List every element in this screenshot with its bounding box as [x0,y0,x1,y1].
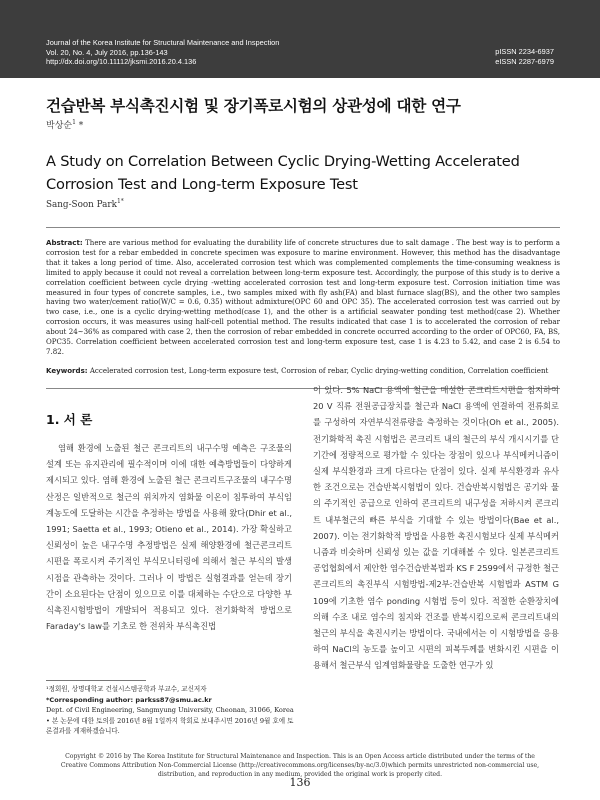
abstract-text: There are various method for evaluating the durability life of concrete structures due to salt damage . The best way is to perform a corrosion test for a rebar embedded in concrete specimen was exposure to marine environment. However, this method has the disadvantage that it takes a long period of time. Also, accelerated corrosion test which was complemented complements the time-consuming weakness is limited to apply because it could not reveal a correlation between long-term exposure test. Accordingly, the purpose of this study is to derive a correlation coefficient between cycle drying -wetting accelerated corrosion test and long-term exposure test. Corrosion initiation time was measured in four types of concrete samples, i.e., two samples mixed with fly ash(FA) and blast furnace slag(BS), and the other two samples having two water/cement ratio(W/C = 0.6, 0.35) without admixture(OPC 60 and OPC 35). The accelerated corrosion test was carried out by two case, i.e., one is a cyclic drying-wetting method(case 1), and the other is a artificial seawater ponding test method(case 2). Whether corrosion occurs, it was measures using half-cell potential method. The results indicated that case 1 is to accelerated the corrosion of rebar about 24~36% as compared with case 2, then the corrosion of rebar embedded in concrete occurred according to the order of OPC60, FA, BS, OPC35. Correlation coefficient between accelerated corrosion test and long-term exposure test, case 1 is 4.23 to 5.42, and case 2 is 6.54 to 7.82. [46,238,560,356]
journal-header-band [0,0,600,78]
korean-author [46,118,83,131]
keywords-text: Accelerated corrosion test, Long-term exposure test, Corrosion of rebar, Cyclic drying-wetting condition, Correlation coefficient [87,366,549,375]
korean-title: 건습반복 부식촉진시험 및 장기폭로시험의 상관성에 대한 연구 [46,97,461,115]
journal-doi[interactable]: http://dx.doi.org/10.11112/jksmi.2016.20.4.136 [46,57,197,67]
section-heading-introduction: 1. 서 론 [46,412,93,427]
english-title: A Study on Correlation Between Cyclic Drying-Wetting Accelerated Corrosion Test and Long-term Exposure Test [46,153,520,193]
issn-block [495,47,554,66]
pissn: pISSN 2234-6937 [495,47,554,56]
korean-author-corresponding-mark: * [75,121,84,131]
abstract-label: Abstract: [46,238,83,247]
page-number: 136 [289,776,311,789]
body-column-right: 이 있다. 5% NaCl 용액에 철근을 매설한 콘크리트시편을 침지하여 20 V 직류 전원공급장치를 철근과 NaCl 용액에 연결하여 전류회로를 구성하여 자연부식전류량을 측정하는 것이다(Oh et al., 2005). 전기화학적 촉진 시험법은 콘크리트 내의 철근의 부식 개시시기를 단기간에 정량적으로 평가할 수 있다는 장점이 있으나 부식메커니즘이 실제 부식환경과 크게 다르다는 단점이 있다. 실제 부식환경과 유사한 조건으로는 건습반복시험법이 있다. 건습반복시험법은 공기와 물의 주기적인 공급으로 인하여 콘크리트의 내구성을 저하시켜 콘크리트 내부철근의 빠른 부식을 기대할 수 있는 방법이다(Bae et al., 2007). 이는 전기화학적 방법을 사용한 촉진시험보다 실제 부식메커니즘과 비슷하며 신뢰성 있는 값을 기대해볼 수 있다. 일본콘크리트 공업협회에서 제안한 염수건습반복법과 KS F 2599에서 규정한 철근콘크리트의 촉진부식 시험방법-제2부:건습반복 시험법과 ASTM G 109에 기초한 염수 ponding 시험법 등이 있다. 적절한 순환장치에 의해 수조 내로 염수의 침지와 건조를 반복시킴으로써 콘크리트내의 철근의 부식을 촉진시키는 방법이다. 국내에서는 이 시험방법을 응용하여 NaCl의 농도를 높이고 시편의 피복두께를 변화시킨 시편을 이용해서 철근부식 임계염화물량을 도출한 연구가 있 [313,385,560,671]
keywords [46,366,560,376]
body-column-left: 염해 환경에 노출된 철근 콘크리트의 내구수명 예측은 구조물의 설계 또는 유지관리에 필수적이며 이에 대한 예측방법들이 다양하게 제시되고 있다. 염해 환경에 노출된 철근 콘크리트구조물의 내구수명 산정은 일반적으로 철근의 위치까지 염화물 이온이 침투하여 부식임계농도에 도달하는 시간을 추정하는 방법을 사용해 왔다(Dhir et al., 1991; Saetta et al., 1993; Otieno et al., 2014). 가장 확실하고 신뢰성이 높은 내구수명 추정방법은 실제 해양환경에 철근콘크리트 시편을 폭로시켜 주기적인 부식모니터링에 의해서 철근 부식의 발생시점을 관측하는 것이다. 그러나 이 방법은 실험결과를 얻는데 장기간이 소요된다는 단점이 있으므로 이를 대체하는 수단으로 다양한 부식촉진시험방법이 개발되어 적용되고 있다. 전기화학적 방법으로 Faraday's law를 기초로 한 전위차 부식촉진법 [46,443,292,632]
korean-author-affil: 1 [72,119,76,126]
footnote-rule [46,680,146,681]
footnote-discussion: • 본 논문에 대한 토의를 2016년 8월 1일까지 학회로 보내주시면 2016년 9월 호에 토론결과를 게재하겠습니다. [46,716,294,736]
footnotes [46,684,296,737]
english-author [46,198,124,210]
keywords-label: Keywords: [46,366,88,375]
eissn: eISSN 2287-6979 [495,56,554,66]
copyright-notice: Copyright © 2016 by The Korea Institute for Structural Maintenance and Inspection. This is an Open Access article distributed under the terms of the Creative Commons Attribution Non-Commercial License (http://creativecommons.org/licenses/by-nc/3.0)which permits unrestricted non-commercial use, distribution, and reproduction in any medium, provided the original work is properly cited. [60,753,540,779]
footnote-corresponding: *Corresponding author: parkss87@smu.ac.kr [46,695,212,704]
footnote-affiliation: ¹정회원, 상명대학교 건설시스템공학과 부교수, 교신저자 [46,685,207,693]
abstract-top-rule [46,227,560,228]
journal-info [46,38,279,67]
korean-author-name: 박상순 [46,121,73,131]
abstract [46,238,560,357]
english-author-name: Sang-Soon Park [46,199,117,210]
journal-name: Journal of the Korea Institute for Structural Maintenance and Inspection [46,38,280,47]
journal-volume: Vol. 20, No. 4, July 2016, pp.136-143 [46,47,168,57]
footnote-department: Dept. of Civil Engineering, Sangmyung University, Cheonan, 31066, Korea [46,706,294,715]
english-author-affil: 1* [116,198,124,205]
